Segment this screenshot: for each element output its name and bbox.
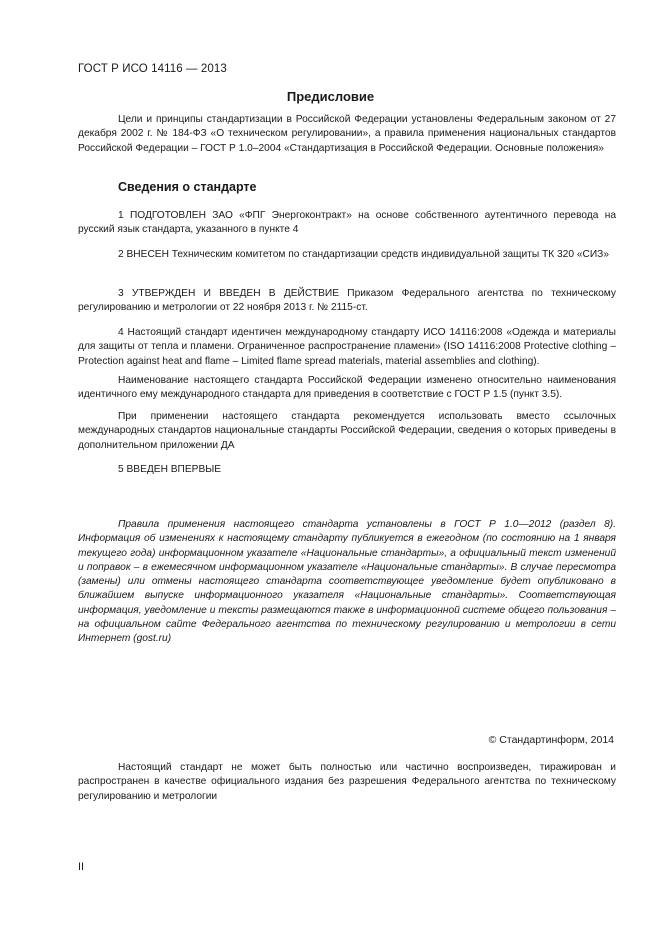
item-3 — [78, 287, 616, 316]
item-4-naming — [78, 374, 616, 403]
item-2-text: 2 ВНЕСЕН Техническим комитетом по стандартизации средств индивидуальной защиты ТК 320 «СИЗ» — [118, 249, 610, 260]
intro-text: Цели и принципы стандартизации в Российской Федерации установлены Федеральным законом от 27 декабря 2002 г. № 184-ФЗ «О техническом регулировании», а правила применения национальных стандартов Российской Федерации – ГОСТ Р 1.0–2004 «Стандартизация в Российской Федерации. Основные положения» — [78, 114, 616, 154]
item-4-usage — [78, 410, 616, 453]
application-note — [78, 518, 616, 647]
item-4-usage-text: При применении настоящего стандарта рекомендуется использовать вместо ссылочных международных стандартов национальные стандарты Российской Федерации, сведения о которых приведены в дополнительном приложении ДА — [78, 411, 616, 451]
item-5 — [78, 463, 616, 477]
intro-paragraph — [78, 113, 616, 156]
item-5-text: 5 ВВЕДЕН ВПЕРВЫЕ — [118, 464, 222, 475]
section-title: Сведения о стандарте — [118, 180, 257, 194]
application-note-text: Правила применения настоящего стандарта установлены в ГОСТ Р 1.0—2012 (раздел 8). Информация об изменениях к настоящему стандарту публикуется в ежегодном (по состоянию на 1 января текущего года) информационном указателе «Национальные стандарты», а официальный текст изменений и поправок – в ежемесячном информационном указателе «Национальные стандарты». В случае пересмотра (замены) или отмены настоящего стандарта соответствующее уведомление будет опубликовано в ближайшем выпуске информационного указателя «Национальные стандарты». Соответствующая информация, уведомление и тексты размещаются также в информационной системе общего пользования – на официальном сайте Федерального агентства по техническому регулированию и метрологии в сети Интернет (gost.ru) — [78, 519, 616, 645]
item-4-text: 4 Настоящий стандарт идентичен международному стандарту ИСО 14116:2008 «Одежда и материалы для защиты от тепла и пламени. Ограниченное распространение пламени» (ISO 14116:2008 Protective clothing – Protection against heat and flame – Limited flame spread materials, material assemblies and clothing). — [78, 327, 616, 367]
item-2 — [78, 248, 616, 262]
document-header: ГОСТ Р ИСО 14116 — 2013 — [78, 63, 227, 75]
item-4 — [78, 326, 616, 369]
item-1-text: 1 ПОДГОТОВЛЕН ЗАО «ФПГ Энергоконтракт» на основе собственного аутентичного перевода на русский язык стандарта, указанного в пункте 4 — [78, 210, 616, 236]
reproduction-notice-text: Настоящий стандарт не может быть полностью или частично воспроизведен, тиражирован и распространен в качестве официального издания без разрешения Федерального агентства по техническому регулированию и метрологии — [78, 762, 616, 802]
copyright: © Стандартинформ, 2014 — [488, 734, 614, 746]
item-3-text: 3 УТВЕРЖДЕН И ВВЕДЕН В ДЕЙСТВИЕ Приказом Федерального агентства по техническому регулированию и метрологии от 22 ноября 2013 г. № 2115-ст. — [78, 288, 616, 314]
item-4-naming-text: Наименование настоящего стандарта Российской Федерации изменено относительно наименования идентичного ему международного стандарта для приведения в соответствие с ГОСТ Р 1.5 (пункт 3.5). — [78, 375, 616, 401]
reproduction-notice — [78, 761, 616, 804]
item-1 — [78, 209, 616, 238]
page-title: Предисловие — [286, 89, 375, 104]
page-number: II — [78, 861, 85, 873]
